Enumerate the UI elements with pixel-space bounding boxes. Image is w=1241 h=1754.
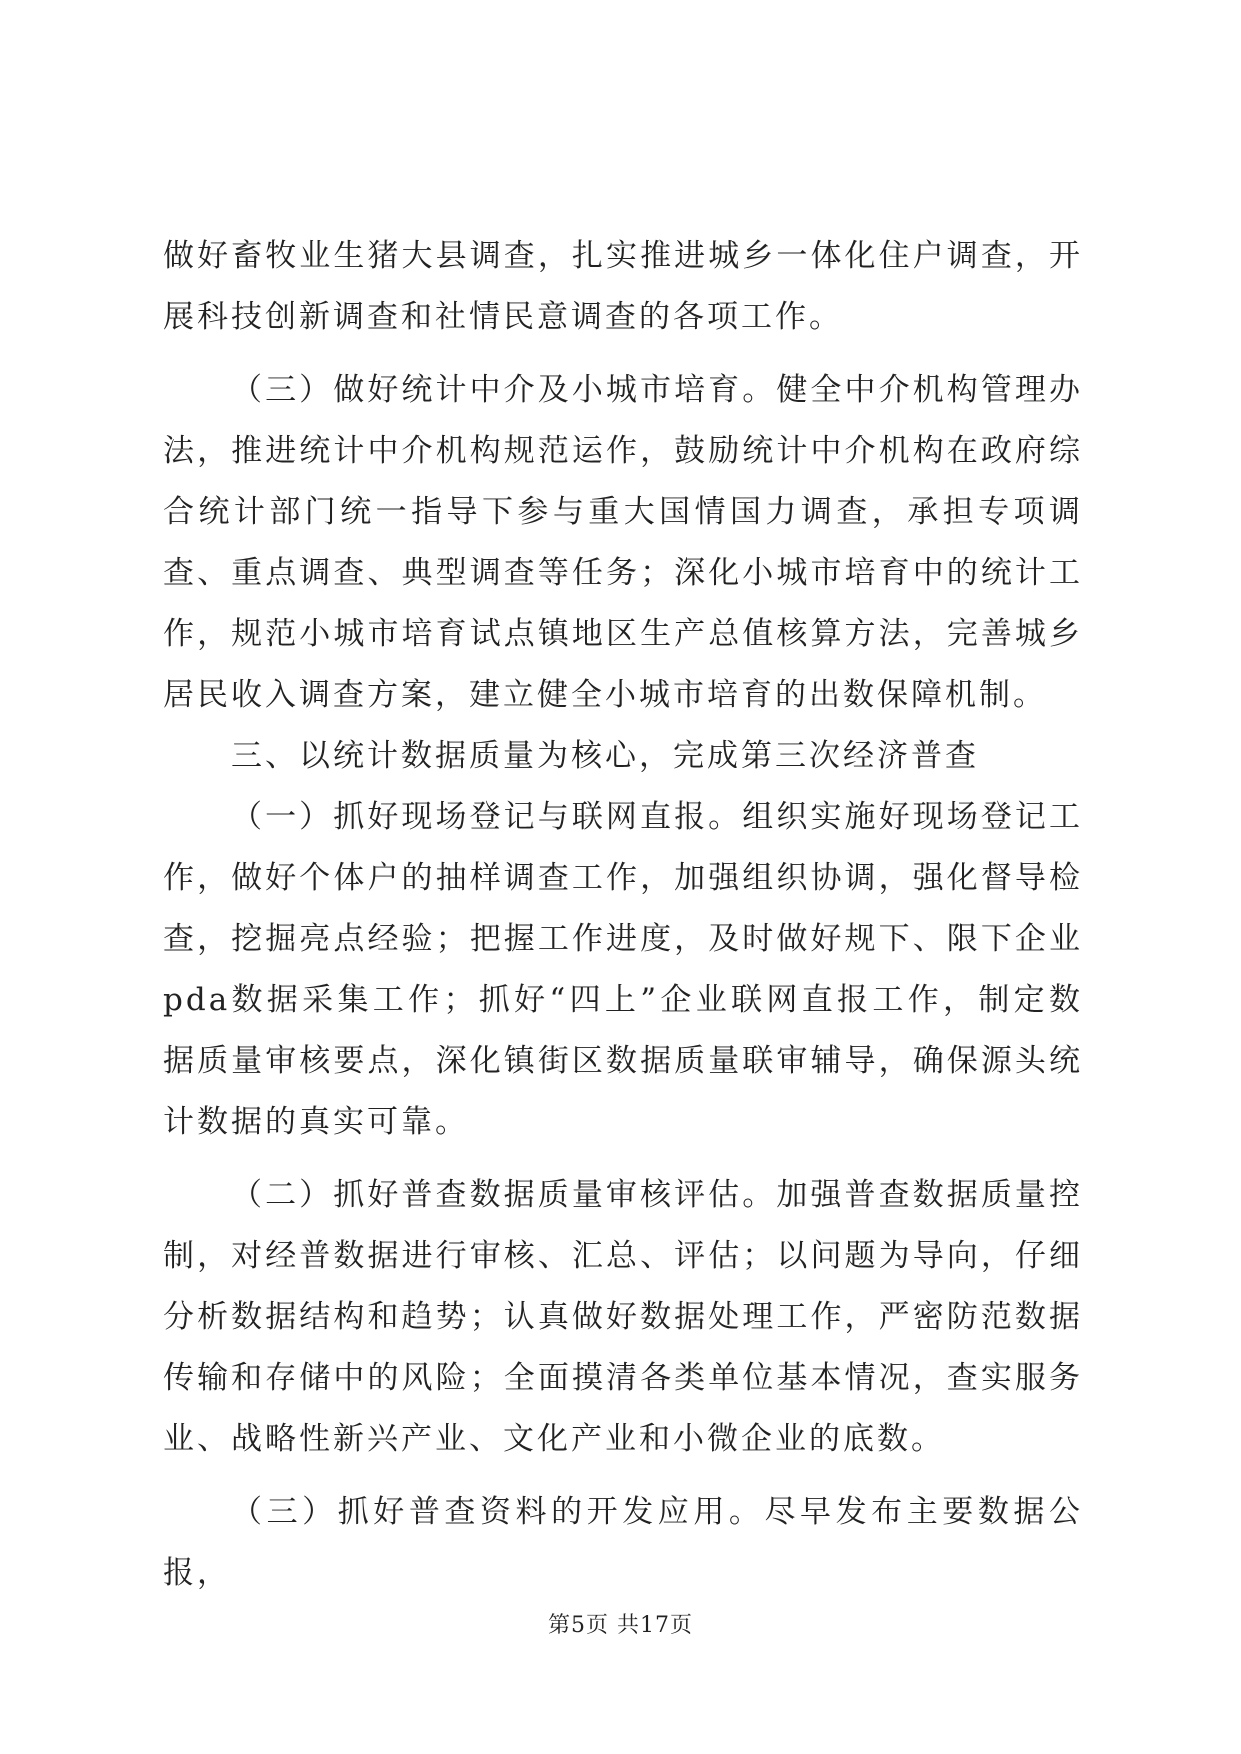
- paragraph-part-3-2: （二）抓好普查数据质量审核评估。加强普查数据质量控制，对经普数据进行审核、汇总、评估；以问题为导向，仔细分析数据结构和趋势；认真做好数据处理工作，严密防范数据传输和存储中的风险；全面摸清各类单位基本情况，查实服务业、战略性新兴产业、文化产业和小微企业的底数。: [163, 1177, 1083, 1457]
- heading-part-3: 三、以统计数据质量为核心，完成第三次经济普查: [231, 738, 979, 774]
- page-number-footer: 第5页 共17页: [548, 1613, 693, 1638]
- paragraph-part-3-3: （三）抓好普查资料的开发应用。尽早发布主要数据公报，: [163, 1494, 1083, 1591]
- paragraph-part-3-1: （一）抓好现场登记与联网直报。组织实施好现场登记工作，做好个体户的抽样调查工作，加强组织协调，强化督导检查，挖掘亮点经验；把握工作进度，及时做好规下、限下企业pda数据采集工作；抓好“四上”企业联网直报工作，制定数据质量审核要点，深化镇街区数据质量联审辅导，确保源头统计数据的真实可靠。: [163, 799, 1083, 1140]
- document-body: [163, 226, 1083, 1604]
- paragraph-continuation: 做好畜牧业生猪大县调查，扎实推进城乡一体化住户调查，开展科技创新调查和社情民意调查的各项工作。: [163, 238, 1083, 335]
- paragraph-section-3-3: （三）做好统计中介及小城市培育。健全中介机构管理办法，推进统计中介机构规范运作，鼓励统计中介机构在政府综合统计部门统一指导下参与重大国情国力调查，承担专项调查、重点调查、典型调查等任务；深化小城市培育中的统计工作，规范小城市培育试点镇地区生产总值核算方法，完善城乡居民收入调查方案，建立健全小城市培育的出数保障机制。: [163, 372, 1083, 713]
